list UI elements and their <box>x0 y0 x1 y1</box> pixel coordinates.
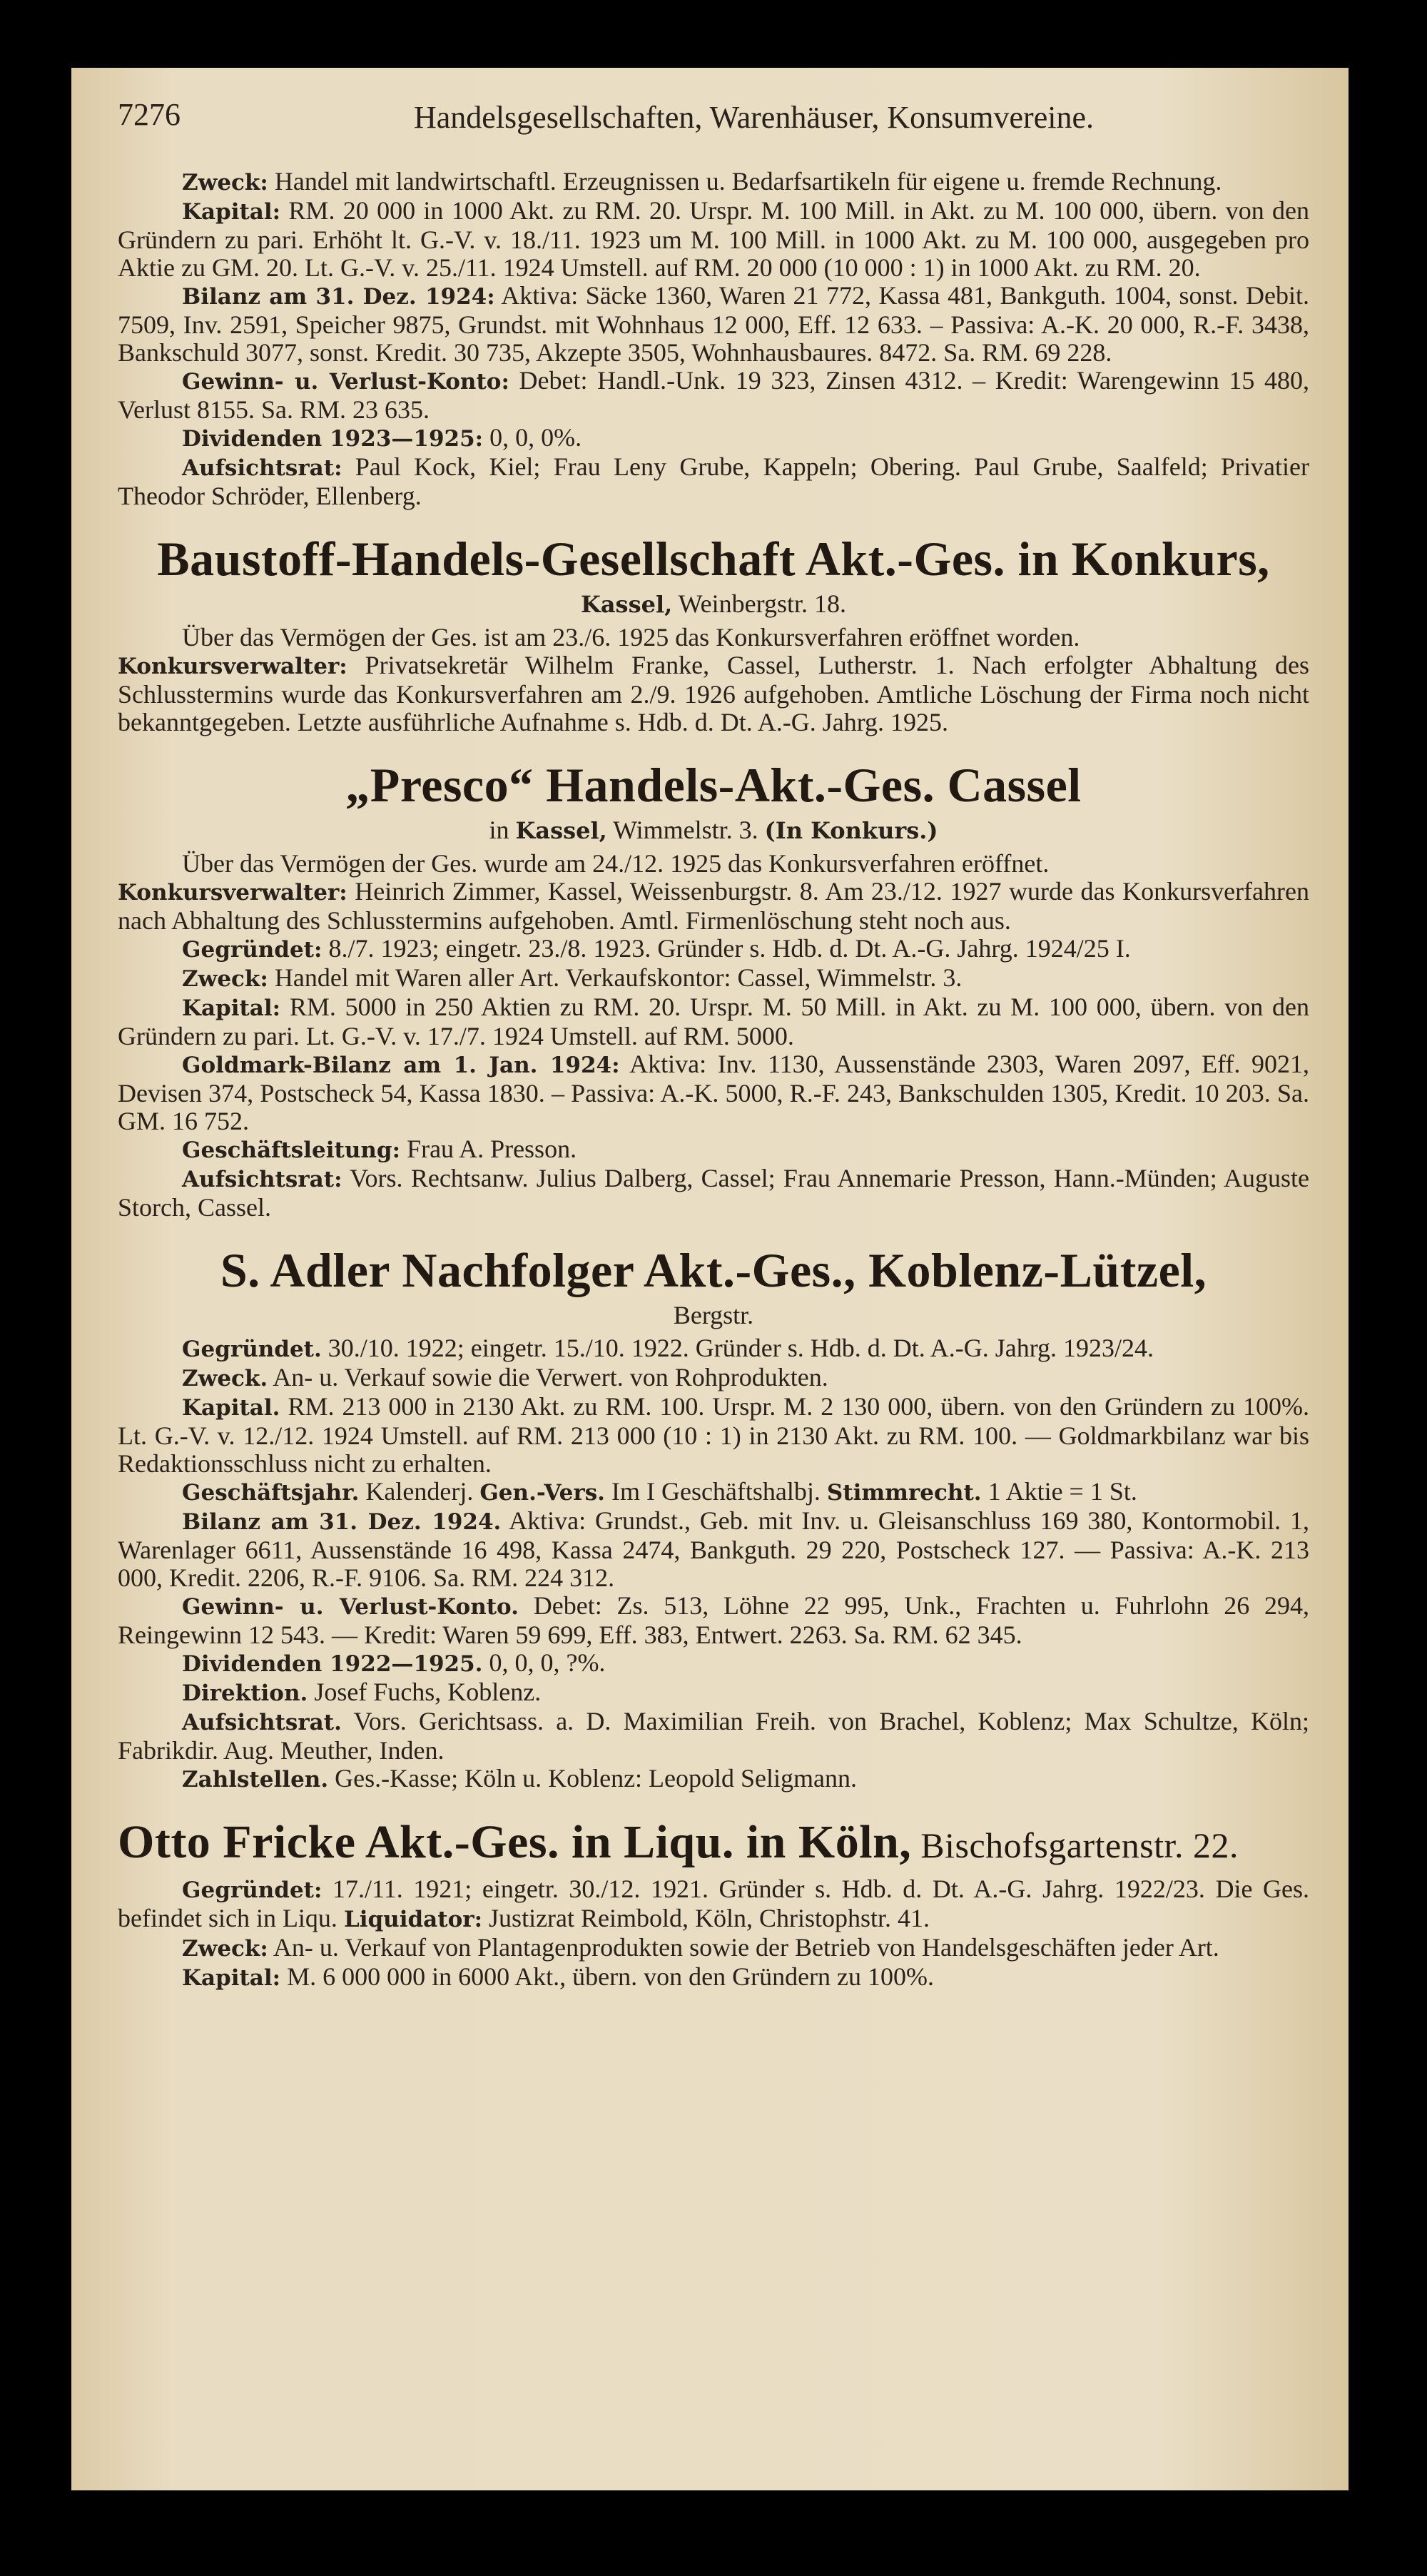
label-gewinn: Gewinn- u. Verlust-Konto. <box>182 1594 519 1620</box>
firm-sub-prefix: in <box>489 816 516 844</box>
text-gegruendet: 8./7. 1923; eingetr. 23./8. 1923. Gründer s. Hdb. d. Dt. A.-G. Jahrg. 1924/25 I. <box>322 934 1131 963</box>
text-kapital: M. 6 000 000 in 6000 Akt., übern. von den Gründern zu 100%. <box>280 1962 934 1991</box>
text-aufsichtsrat: Paul Kock, Kiel; Frau Leny Grube, Kappeln; Obering. Paul Grube, Saalfeld; Privatier Theodor Schröder, Ellenberg. <box>118 452 1309 510</box>
label-aufsichtsrat: Aufsichtsrat. <box>182 1710 342 1735</box>
label-kapital: Kapital: <box>182 1965 281 1991</box>
paragraph-zweck <box>118 1364 1309 1393</box>
firm-heading: „Presco“ Handels-Akt.-Ges. Cassel <box>345 758 1082 812</box>
paragraph-verwalter <box>118 878 1309 935</box>
text-geschaeftsjahr: Kalenderj. <box>359 1477 480 1506</box>
label-geschaeftsjahr: Geschäftsjahr. <box>182 1480 360 1506</box>
paragraph-kapital <box>118 197 1309 282</box>
paragraph-intro: Über das Vermögen der Ges. ist am 23./6. 1925 das Konkursverfahren eröffnet worden. <box>182 623 1080 651</box>
label-dividenden: Dividenden 1923—1925: <box>182 426 484 452</box>
firm-heading <box>118 1815 1309 1872</box>
firm-street: Weinbergstr. 18. <box>672 589 846 618</box>
label-bilanz: Bilanz am 31. Dez. 1924: <box>182 284 495 310</box>
page-body <box>118 168 1309 1992</box>
paragraph-dividenden <box>118 424 1309 453</box>
text-aufsichtsrat: Vors. Gerichtsass. a. D. Maximilian Freih. von Brachel, Koblenz; Max Schultze, Köln; Fabrikdir. Aug. Meuther, Inden. <box>118 1707 1309 1765</box>
paragraph-gewinn <box>118 1592 1309 1649</box>
text-zweck: An- u. Verkauf von Plantagenprodukten sowie der Betrieb von Handelsgeschäften jeder Art. <box>268 1933 1219 1962</box>
entry-continued <box>118 168 1309 510</box>
paragraph-kapital <box>118 1393 1309 1478</box>
firm-address <box>118 815 1309 846</box>
label-bilanz: Goldmark-Bilanz am 1. Jan. 1924: <box>182 1053 620 1078</box>
paragraph-gegruendet <box>118 935 1309 964</box>
book-page <box>71 68 1349 2490</box>
text-stimmrecht: 1 Aktie = 1 St. <box>981 1477 1137 1506</box>
paragraph-gegruendet <box>118 1875 1309 1934</box>
paragraph-gegruendet <box>118 1334 1309 1364</box>
paragraph-aufsichtsrat <box>118 453 1309 510</box>
label-kapital: Kapital. <box>182 1395 280 1421</box>
paragraph-bilanz <box>118 1507 1309 1592</box>
paragraph-zweck <box>118 964 1309 993</box>
label-zahlstellen: Zahlstellen. <box>182 1767 329 1792</box>
entry-adler <box>118 1243 1309 1794</box>
label-gewinn: Gewinn- u. Verlust-Konto: <box>182 369 509 395</box>
firm-street: Wimmelstr. 3. <box>606 816 765 844</box>
label-zweck: Zweck. <box>182 1366 268 1391</box>
entry-baustoff <box>118 532 1309 736</box>
text-bilanz: Aktiva: Säcke 1360, Waren 21 772, Kassa 481, Bankguth. 1004, sonst. Debit. 7509, Inv. 2591, Speicher 9875, Grundst. mit Wohnhaus 12 000, Eff. 12 633. – Passiva: A.-K. 20 000, R.-F. 3438, Bankschuld 3077, sonst. Kredit. 30 735, Akzepte 3505, Wohnhausbaures. 8472. Sa. RM. 69 228. <box>118 281 1310 367</box>
label-gv: Gen.-Vers. <box>479 1480 605 1506</box>
entry-presco <box>118 758 1309 1222</box>
firm-heading: S. Adler Nachfolger Akt.-Ges., Koblenz-Lützel, <box>220 1243 1207 1297</box>
paragraph-bilanz <box>118 1050 1309 1135</box>
text-liquidator: Justizrat Reimbold, Köln, Christophstr. 41. <box>482 1904 930 1932</box>
paragraph-leitung <box>118 1135 1309 1165</box>
label-aufsichtsrat: Aufsichtsrat: <box>182 1167 342 1192</box>
label-zweck: Zweck: <box>182 170 268 196</box>
paragraph-zweck <box>118 168 1309 197</box>
text-zweck: Handel mit Waren aller Art. Verkaufskontor: Cassel, Wimmelstr. 3. <box>268 963 963 992</box>
text-verwalter: Heinrich Zimmer, Kassel, Weissenburgstr. 8. Am 23./12. 1927 wurde das Konkursverfahren nach Abhaltung des Schlusstermins aufgehoben. Amtl. Firmenlöschung steht noch aus. <box>118 877 1309 935</box>
label-stimmrecht: Stimmrecht. <box>826 1480 982 1506</box>
text-kapital: RM. 5000 in 250 Aktien zu RM. 20. Urspr. M. 50 Mill. in Akt. zu M. 100 000, übern. von den Gründern zu pari. Lt. G.-V. v. 17./7. 1924 Umstell. auf RM. 5000. <box>118 993 1309 1050</box>
text-zweck: An- u. Verkauf sowie die Verwert. von Rohprodukten. <box>268 1363 828 1391</box>
paragraph-zweck <box>118 1934 1309 1963</box>
paragraph-aufsichtsrat <box>118 1165 1309 1222</box>
text-zweck: Handel mit landwirtschaftl. Erzeugnissen u. Bedarfsartikeln für eigene u. fremde Rechnung. <box>268 167 1222 196</box>
firm-street: Bischofsgartenstr. 22. <box>911 1825 1239 1865</box>
paragraph-bilanz <box>118 282 1309 367</box>
firm-heading: Baustoff-Handels-Gesellschaft Akt.-Ges. in Konkurs, <box>157 532 1270 586</box>
label-zweck: Zweck: <box>182 966 268 992</box>
text-dividenden: 0, 0, 0%. <box>483 423 582 452</box>
paragraph-kapital <box>118 1963 1309 1992</box>
label-zweck: Zweck: <box>182 1936 268 1962</box>
text-direktion: Josef Fuchs, Koblenz. <box>308 1678 542 1706</box>
label-direktion: Direktion. <box>182 1680 308 1706</box>
text-bilanz: Aktiva: Grundst., Geb. mit Inv. u. Gleisanschluss 169 380, Kontormobil. 1, Warenlager 6611, Aussenstände 16 498, Kassa 2474, Bankguth. 29 220, Postscheck 127. — Passiva: A.-K. 213 000, Kredit. 2206, R.-F. 9106. Sa. RM. 224 312. <box>118 1506 1309 1592</box>
paragraph-dividenden <box>118 1649 1309 1678</box>
text-gewinn: Debet: Handl.-Unk. 19 323, Zinsen 4312. – Kredit: Warengewinn 15 480, Verlust 8155. Sa. RM. 23 635. <box>118 366 1309 424</box>
label-leitung: Geschäftsleitung: <box>182 1137 401 1163</box>
paragraph-kapital <box>118 993 1309 1050</box>
label-gegruendet: Gegründet: <box>182 1877 323 1903</box>
label-verwalter: Konkursverwalter: <box>118 880 347 906</box>
text-gewinn: Debet: Zs. 513, Löhne 22 995, Unk., Frachten u. Fuhrlohn 26 294, Reingewinn 12 543. — Kredit: Waren 59 699, Eff. 383, Entwert. 2263. Sa. RM. 62 345. <box>118 1591 1309 1649</box>
label-bilanz: Bilanz am 31. Dez. 1924. <box>182 1509 502 1535</box>
label-liquidator: Liquidator: <box>343 1907 483 1932</box>
firm-name: Otto Fricke Akt.-Ges. in Liqu. in Köln, <box>118 1816 912 1868</box>
text-aufsichtsrat: Vors. Rechtsanw. Julius Dalberg, Cassel; Frau Annemarie Presson, Hann.-Münden; Auguste Storch, Cassel. <box>118 1164 1309 1222</box>
label-gegruendet: Gegründet: <box>182 937 323 963</box>
firm-address <box>118 589 1309 619</box>
firm-city: Kassel, <box>515 817 607 844</box>
text-zahlstellen: Ges.-Kasse; Köln u. Koblenz: Leopold Seligmann. <box>328 1764 858 1792</box>
paragraph-intro: Über das Vermögen der Ges. wurde am 24./12. 1925 das Konkursverfahren eröffnet. <box>182 849 1050 878</box>
paragraph-aufsichtsrat <box>118 1708 1309 1765</box>
text-gegruendet: 30./10. 1922; eingetr. 15./10. 1922. Gründer s. Hdb. d. Dt. A.-G. Jahrg. 1923/24. <box>321 1334 1154 1362</box>
text-bilanz: Aktiva: Inv. 1130, Aussenstände 2303, Waren 2097, Eff. 9021, Devisen 374, Postscheck 54, Kassa 1830. – Passiva: A.-K. 5000, R.-F. 243, Bankschulden 1305, Kredit. 10 203. Sa. GM. 16 752. <box>118 1050 1309 1135</box>
label-kapital: Kapital: <box>182 995 281 1021</box>
text-kapital: RM. 20 000 in 1000 Akt. zu RM. 20. Urspr. M. 100 Mill. in Akt. zu M. 100 000, übern. von den Gründern zu pari. Erhöht lt. G.-V. v. 18./11. 1923 um M. 100 Mill. in 1000 Akt. zu M. 100 000, ausgegeben pro Aktie zu GM. 20. Lt. G.-V. v. 25./11. 1924 Umstell. auf RM. 20 000 (10 000 : 1) in 1000 Akt. zu RM. 20. <box>118 196 1309 282</box>
label-verwalter: Konkursverwalter: <box>118 654 347 679</box>
text-kapital: RM. 213 000 in 2130 Akt. zu RM. 100. Urspr. M. 2 130 000, übern. von den Gründern zu 100%. Lt. G.-V. v. 12./12. 1924 Umstell. auf RM. 213 000 (10 : 1) in 2130 Akt. zu RM. 100. — Goldmarkbilanz war bis Redaktionsschluss nicht zu erhalten. <box>118 1392 1309 1478</box>
paragraph-geschaeftsjahr <box>118 1478 1309 1507</box>
paragraph-gewinn <box>118 367 1309 424</box>
label-gegruendet: Gegründet. <box>182 1337 322 1362</box>
running-title: Handelsgesellschaften, Warenhäuser, Konsumvereine. <box>414 100 1094 135</box>
page-header <box>118 96 1302 146</box>
firm-status: (In Konkurs.) <box>764 817 938 844</box>
label-dividenden: Dividenden 1922—1925. <box>182 1651 483 1677</box>
paragraph-direktion <box>118 1678 1309 1708</box>
text-leitung: Frau A. Presson. <box>400 1135 577 1163</box>
text-gv: Im I Geschäftshalbj. <box>604 1477 827 1506</box>
paragraph-zahlstellen <box>118 1765 1309 1794</box>
text-verwalter: Privatsekretär Wilhelm Franke, Cassel, Lutherstr. 1. Nach erfolgter Abhaltung des Schlusstermins wurde das Konkursverfahren am 2./9. 1926 aufgehoben. Amtliche Löschung der Firma noch nicht bekanntgegeben. Letzte ausführliche Aufnahme s. Hdb. d. Dt. A.-G. Jahrg. 1925. <box>118 651 1309 736</box>
entry-fricke <box>118 1815 1309 1992</box>
label-aufsichtsrat: Aufsichtsrat: <box>182 455 342 481</box>
page-number: 7276 <box>118 97 181 132</box>
text-gegruendet: 17./11. 1921; eingetr. 30./12. 1921. Gründer s. Hdb. d. Dt. A.-G. Jahrg. 1922/23. Die Ges. befindet sich in Liqu. <box>118 1875 1309 1932</box>
paragraph-verwalter <box>118 651 1309 736</box>
label-kapital: Kapital: <box>182 199 281 225</box>
text-dividenden: 0, 0, 0, ?%. <box>482 1648 606 1677</box>
firm-address: Bergstr. <box>673 1301 754 1329</box>
firm-city: Kassel, <box>581 591 673 618</box>
